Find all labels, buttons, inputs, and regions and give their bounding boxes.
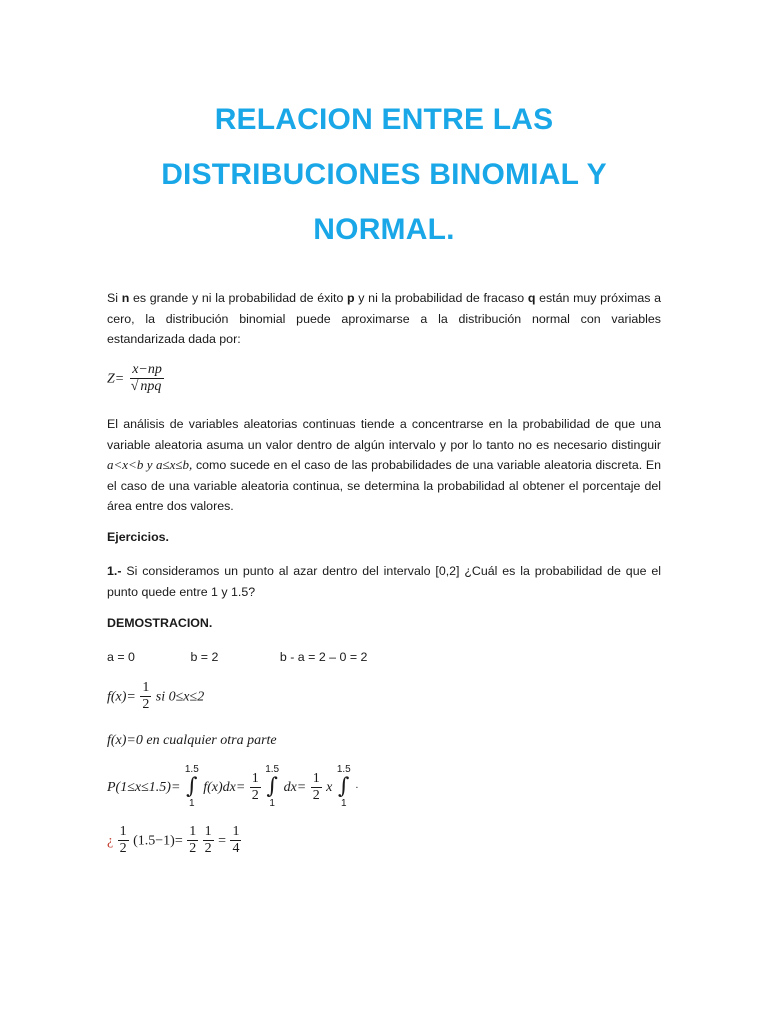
integral-1 bbox=[185, 764, 199, 810]
intro-text-3: y ni la probabilidad de fracaso bbox=[354, 291, 528, 305]
prob-half-1 bbox=[250, 771, 261, 804]
sqrt-symbol: √ bbox=[130, 379, 139, 394]
intro-p: p bbox=[347, 291, 355, 305]
document-title bbox=[100, 92, 668, 257]
integral-1-lower: 1 bbox=[189, 798, 195, 809]
values-row bbox=[107, 648, 367, 666]
result-r1-den: 2 bbox=[189, 841, 197, 856]
result-r2-num: 1 bbox=[204, 824, 212, 839]
formula-f2: f(x)=0 en cualquier otra parte bbox=[107, 733, 277, 748]
intro-text-2: es grande y ni la probabilidad de éxito bbox=[129, 291, 348, 305]
prob-integrand-2: dx= bbox=[283, 780, 307, 796]
result-r2-den: 2 bbox=[204, 841, 212, 856]
prob-lhs: P(1≤x≤1.5)= bbox=[107, 780, 181, 796]
formula-z-denominator bbox=[129, 379, 166, 395]
title-line-3: NORMAL. bbox=[313, 213, 455, 246]
integral-3 bbox=[337, 764, 351, 810]
demo-heading: DEMOSTRACION. bbox=[107, 616, 213, 630]
formula-probability bbox=[107, 764, 359, 810]
result-eq: = bbox=[218, 833, 227, 849]
intro-text-4: están muy próximas a cero, la distribución binomial puede aproximarse a la distribución normal con variables estandarizada dada por: bbox=[107, 291, 661, 346]
formula-z bbox=[107, 362, 165, 395]
exercise-1 bbox=[107, 561, 661, 602]
result-r2 bbox=[203, 824, 214, 857]
exercise-1-number: 1.- bbox=[107, 564, 122, 578]
integral-1-upper: 1.5 bbox=[184, 764, 199, 775]
f1-condition: si 0≤x≤2 bbox=[155, 689, 205, 705]
f1-lhs: f(x)= bbox=[107, 689, 136, 705]
integral-sign: ∫ bbox=[186, 774, 198, 799]
intro-text-1: Si bbox=[107, 291, 119, 305]
result-r3-num: 1 bbox=[232, 824, 240, 839]
formula-z-numerator: x−np bbox=[132, 362, 162, 377]
integral-sign: ∫ bbox=[266, 774, 278, 799]
f1-numerator: 1 bbox=[142, 680, 150, 695]
analysis-text-1: El análisis de variables aleatorias continuas tiende a concentrarse en la probabilidad de que una variable aleatoria asuma un valor dentro de algún intervalo y por lo tanto no es necesario distinguir bbox=[107, 417, 661, 452]
prob-half-1-num: 1 bbox=[251, 770, 259, 786]
prob-half-2-num: 1 bbox=[312, 770, 320, 786]
f1-denominator: 2 bbox=[142, 697, 150, 712]
formula-result bbox=[107, 824, 241, 857]
prob-integrand-1: f(x)dx= bbox=[203, 780, 246, 796]
title-line-2: DISTRIBUCIONES BINOMIAL Y bbox=[161, 158, 607, 191]
analysis-inequality: a<x<b y a≤x≤b, bbox=[107, 457, 193, 472]
result-half-den: 2 bbox=[119, 841, 127, 856]
integral-2-upper: 1.5 bbox=[265, 764, 280, 775]
prob-dot: · bbox=[355, 783, 359, 795]
formula-z-radicand: npq bbox=[140, 379, 162, 394]
prob-x: x bbox=[326, 780, 333, 796]
integral-3-upper: 1.5 bbox=[336, 764, 351, 775]
integral-3-lower: 1 bbox=[341, 798, 347, 809]
prob-half-2 bbox=[311, 771, 322, 804]
result-r1-num: 1 bbox=[189, 824, 197, 839]
exercise-1-text: Si consideramos un punto al azar dentro del intervalo [0,2] ¿Cuál es la probabilidad de que el punto quede entre 1 y 1.5? bbox=[107, 564, 661, 599]
value-b-minus-a: b - a = 2 – 0 = 2 bbox=[279, 650, 368, 664]
result-r3 bbox=[230, 824, 241, 857]
result-r1 bbox=[187, 824, 198, 857]
result-half-num: 1 bbox=[119, 824, 127, 839]
integral-2-lower: 1 bbox=[269, 798, 275, 809]
value-a: a = 0 bbox=[107, 650, 135, 664]
value-b: b = 2 bbox=[190, 650, 219, 664]
formula-z-fraction bbox=[129, 362, 166, 395]
analysis-paragraph bbox=[107, 414, 661, 517]
result-r3-den: 4 bbox=[232, 841, 240, 856]
f1-fraction bbox=[140, 680, 151, 713]
prob-half-2-den: 2 bbox=[312, 787, 320, 803]
result-mid: (1.5−1)= bbox=[133, 833, 183, 849]
exercises-heading: Ejercicios. bbox=[107, 530, 169, 544]
integral-sign: ∫ bbox=[338, 774, 350, 799]
title-line-1: RELACION ENTRE LAS bbox=[214, 103, 554, 136]
prob-half-1-den: 2 bbox=[251, 787, 259, 803]
intro-n: n bbox=[121, 291, 130, 305]
analysis-text-2: como sucede en el caso de las probabilidades de una variable aleatoria discreta. En el caso de una variable aleatoria continua, se determina la probabilidad al obtener el porcentaje del área entre dos valores. bbox=[107, 458, 661, 513]
formula-f1 bbox=[107, 680, 204, 713]
intro-paragraph bbox=[107, 288, 661, 350]
formula-z-lhs: Z= bbox=[107, 371, 125, 387]
intro-q: q bbox=[527, 291, 536, 305]
integral-2 bbox=[265, 764, 279, 810]
result-half bbox=[118, 824, 129, 857]
result-lead: ¿ bbox=[107, 833, 114, 849]
